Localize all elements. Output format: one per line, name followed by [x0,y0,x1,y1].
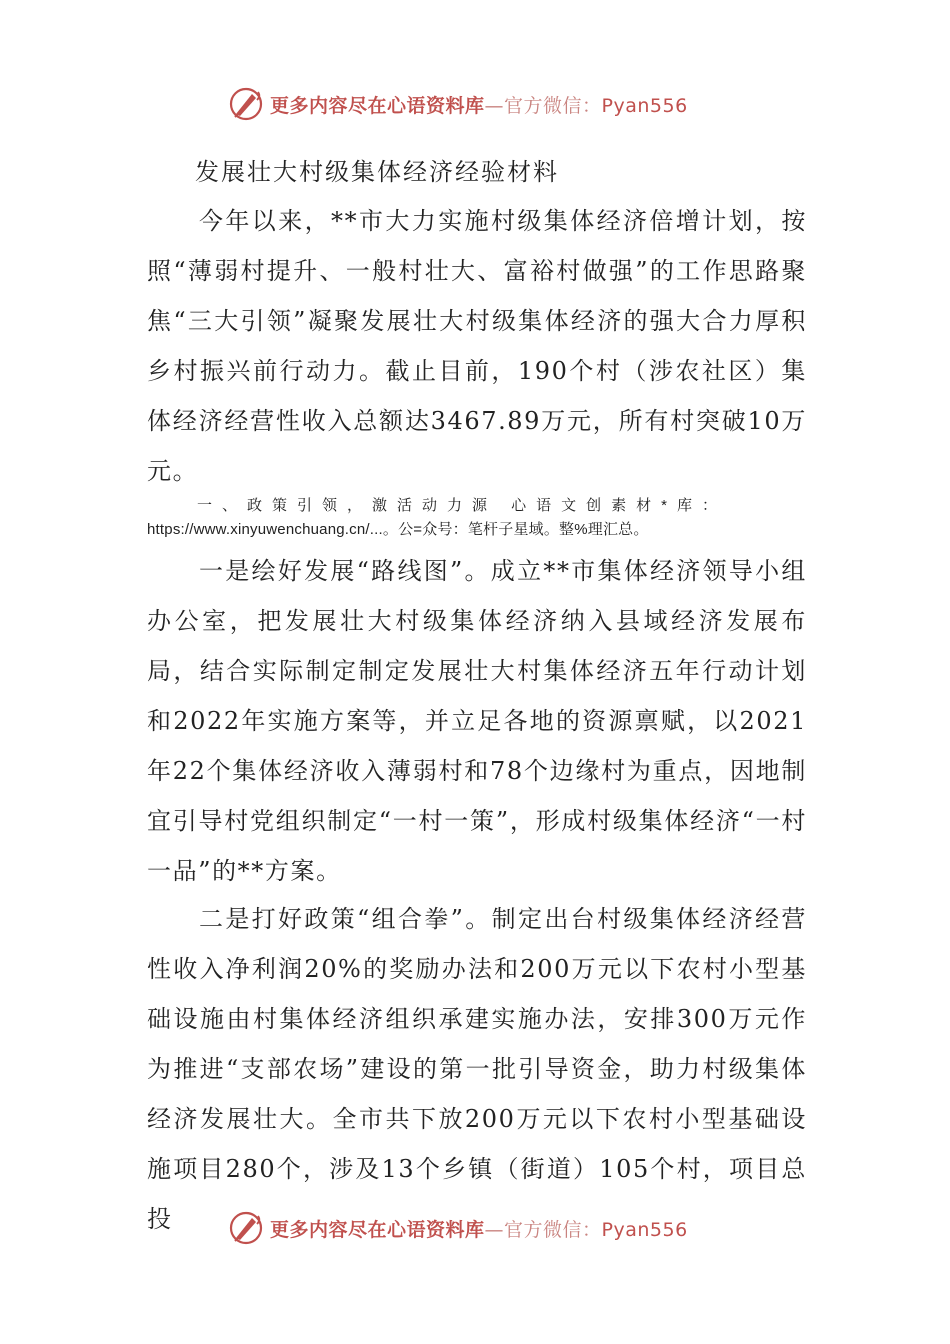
paragraph-policy: 二是打好政策“组合拳”。制定出台村级集体经济经营性收入净利润20%的奖励办法和200万元以下农村小型基础设施由村集体经济组织承建实施办法，安排300万元作为推进“支部农场”建设的第一批引导资金，助力村级集体经济发展壮大。全市共下放200万元以下农村小型基础设施项目280个，涉及13个乡镇（街道）105个村，项目总投 [147,905,807,1233]
document-title: 发展壮大村级集体经济经验材料 [195,158,559,186]
source-watermark-line: https://www.xinyuwenchuang.cn/...。公=众号：笔杆子星域。整%理汇总。 [147,521,649,538]
section-heading-one: 一、政策引领，激活动力源 心语文创素材*库： [197,497,728,514]
pen-nib-logo-icon [228,1210,264,1246]
pen-nib-logo-icon [228,86,264,122]
paragraph-roadmap: 一是绘好发展“路线图”。成立**市集体经济领导小组办公室，把发展壮大村级集体经济纳入县域经济发展布局，结合实际制定制定发展壮大村集体经济五年行动计划和2022年实施方案等，并立足各地的资源禀赋，以2021年22个集体经济收入薄弱村和78个边缘村为重点，因地制宜引导村党组织制定“一村一策”，形成村级集体经济“一村一品”的**方案。 [147,557,807,885]
intro-paragraph: 今年以来，**市大力实施村级集体经济倍增计划，按照“薄弱村提升、一般村壮大、富裕村做强”的工作思路聚焦“三大引领”凝聚发展壮大村级集体经济的强大合力厚积乡村振兴前行动力。截止目前，190个村（涉农社区）集体经济经营性收入总额达3467.89万元，所有村突破10万元。 [147,207,807,485]
banner-text: 更多内容尽在心语资料库—官方微信：Pyan556 [270,1218,688,1241]
footer-banner [228,1206,728,1250]
header-banner [228,82,728,126]
banner-text: 更多内容尽在心语资料库—官方微信：Pyan556 [270,94,688,117]
